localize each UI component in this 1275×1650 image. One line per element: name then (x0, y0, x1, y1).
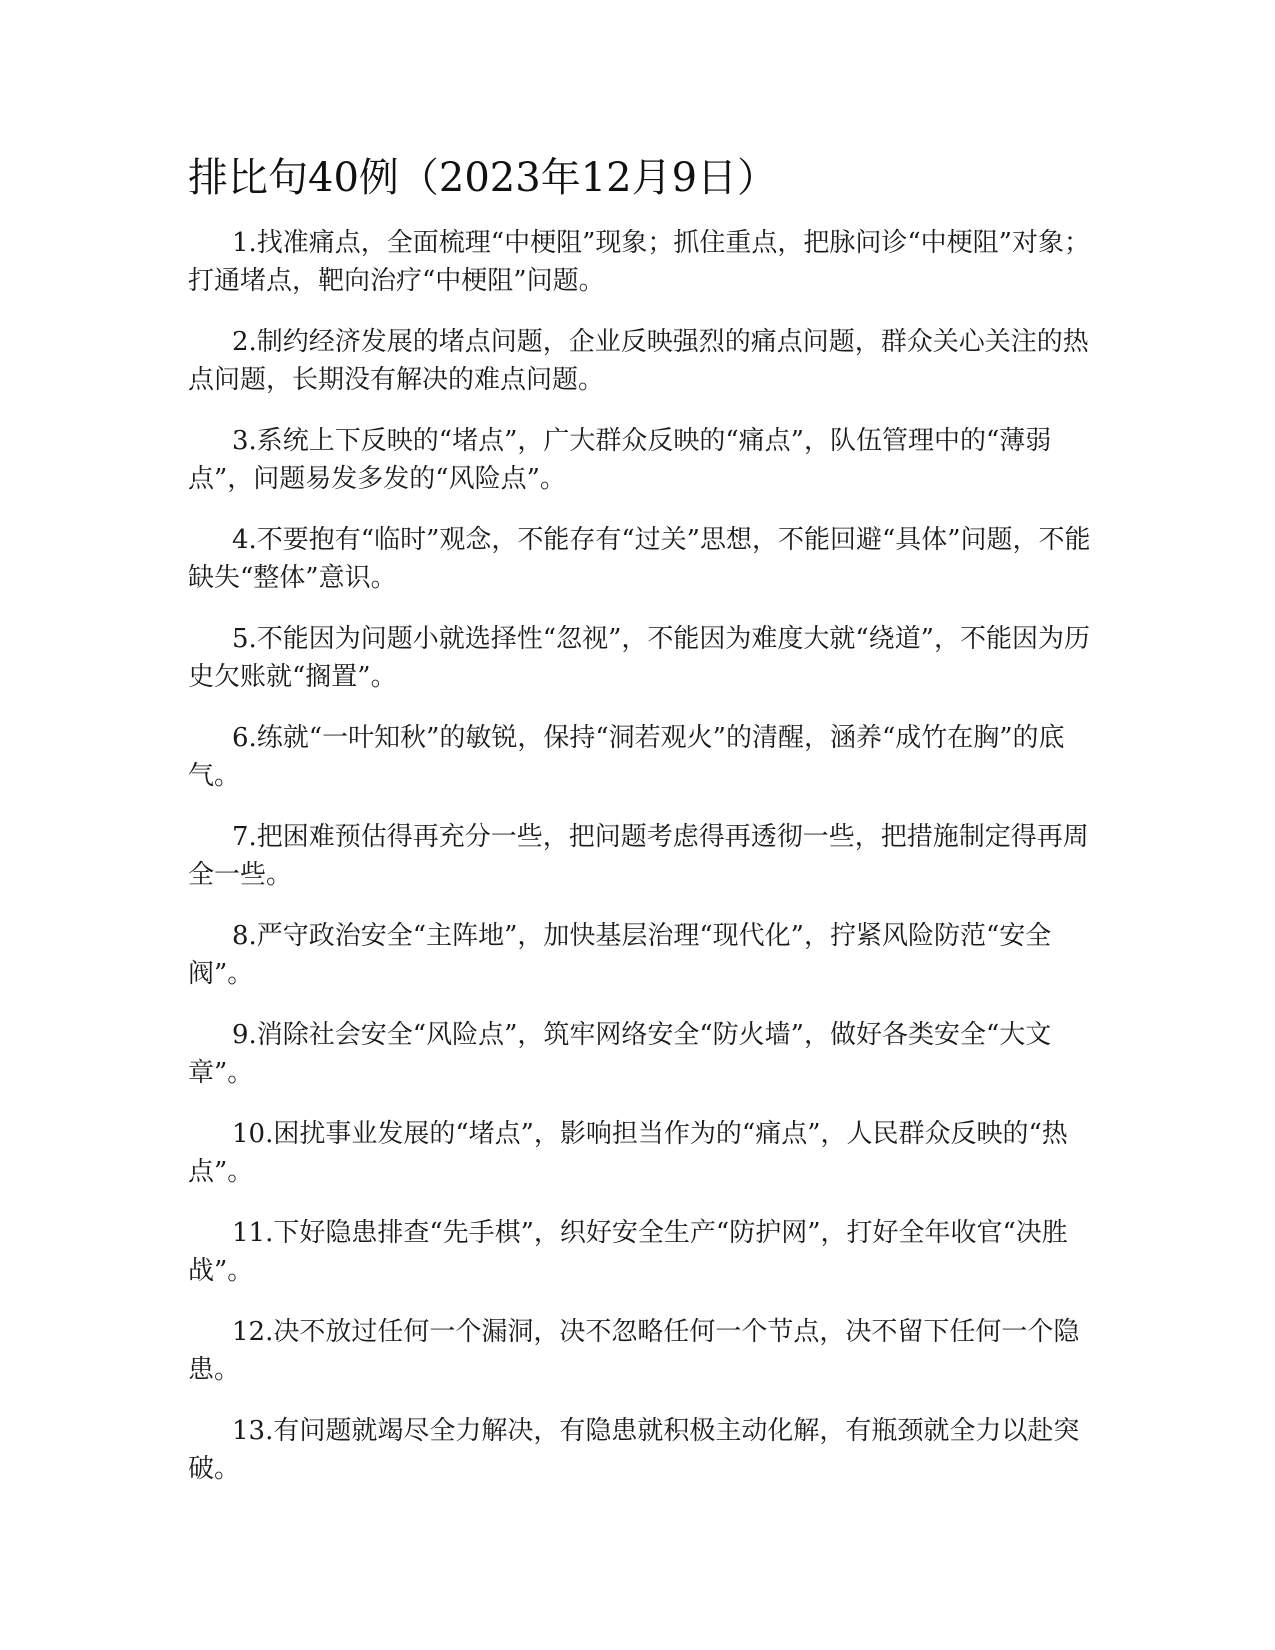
list-item: 5.不能因为问题小就选择性“忽视”，不能因为难度大就“绕道”，不能因为历史欠账就“搁置”。 (188, 624, 1090, 692)
list-item: 10.困扰事业发展的“堵点”，影响担当作为的“痛点”，人民群众反映的“热点”。 (188, 1119, 1068, 1187)
list-item: 3.系统上下反映的“堵点”，广大群众反映的“痛点”，队伍管理中的“薄弱点”，问题易发多发的“风险点”。 (188, 426, 1052, 494)
document-title: 排比句40例（2023年12月9日） (188, 155, 778, 201)
list-item: 1.找准痛点，全面梳理“中梗阻”现象；抓住重点，把脉问诊“中梗阻”对象；打通堵点，靶向治疗“中梗阻”问题。 (188, 228, 1090, 296)
list-item: 11.下好隐患排查“先手棋”，织好安全生产“防护网”，打好全年收官“决胜战”。 (188, 1218, 1068, 1286)
list-item: 4.不要抱有“临时”观念，不能存有“过关”思想，不能回避“具体”问题，不能缺失“整体”意识。 (188, 525, 1091, 593)
list-item: 9.消除社会安全“风险点”，筑牢网络安全“防火墙”，做好各类安全“大文章”。 (188, 1020, 1052, 1088)
item-list (188, 224, 1092, 1511)
list-item: 2.制约经济发展的堵点问题，企业反映强烈的痛点问题，群众关心关注的热点问题，长期没有解决的难点问题。 (188, 327, 1089, 395)
list-item: 12.决不放过任何一个漏洞，决不忽略任何一个节点，决不留下任何一个隐患。 (188, 1317, 1080, 1385)
list-item: 13.有问题就竭尽全力解决，有隐患就积极主动化解，有瓶颈就全力以赴突破。 (188, 1416, 1080, 1484)
list-item: 7.把困难预估得再充分一些，把问题考虑得再透彻一些，把措施制定得再周全一些。 (188, 822, 1089, 890)
list-item: 6.练就“一叶知秋”的敏锐，保持“洞若观火”的清醒，涵养“成竹在胸”的底气。 (188, 723, 1065, 791)
list-item: 8.严守政治安全“主阵地”，加快基层治理“现代化”，拧紧风险防范“安全阀”。 (188, 921, 1052, 989)
